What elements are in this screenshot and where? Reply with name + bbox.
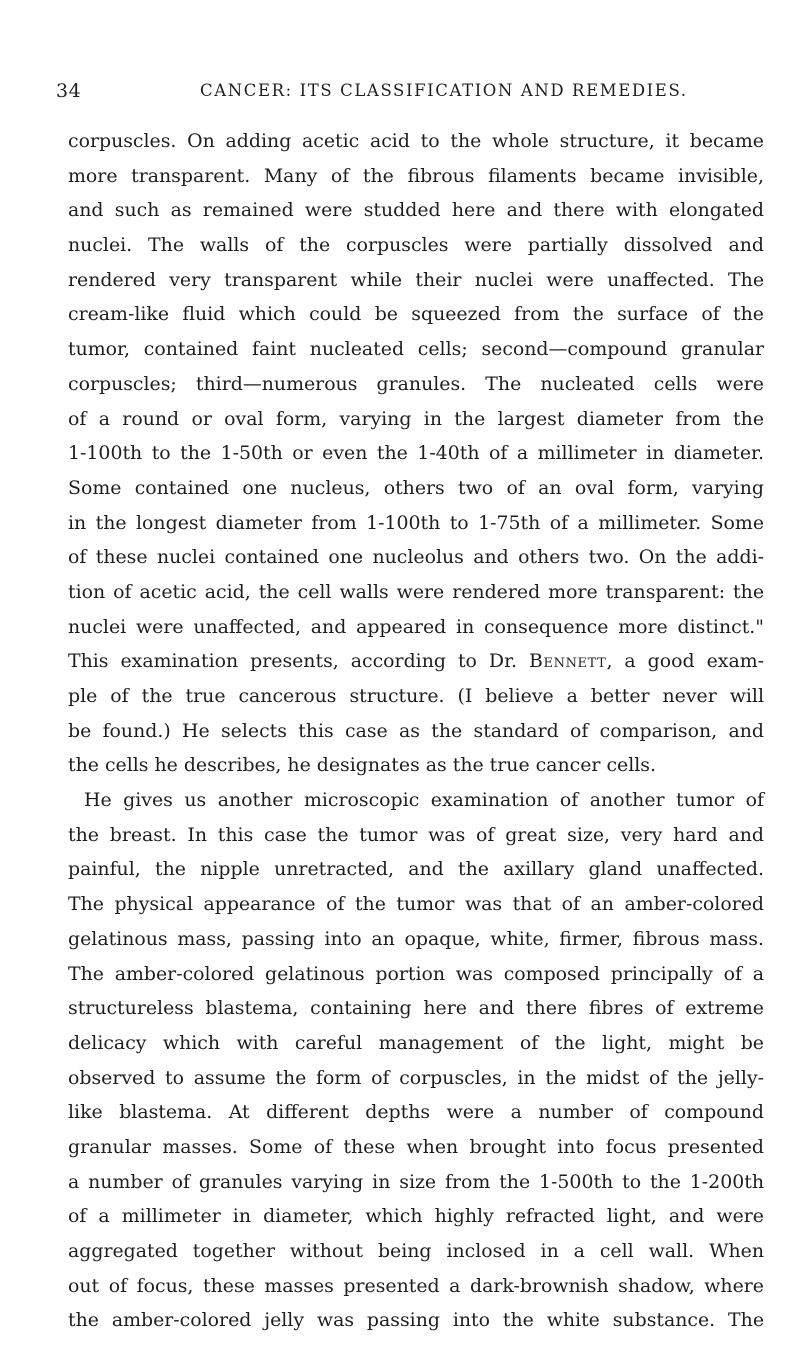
text-line: be found.) He selects this case as the standard of comparison, and <box>68 719 764 742</box>
text-line: tion of acetic acid, the cell walls were rendered more transparent: the <box>68 580 764 603</box>
text-line: of a millimeter in diameter, which highly refracted light, and were <box>68 1205 764 1228</box>
text-line: Some contained one nucleus, others two of an oval form, varying <box>68 476 764 499</box>
text-line: painful, the nipple unretracted, and the axillary gland unaffected. <box>68 858 764 881</box>
text-line: out of focus, these masses presented a dark-brownish shadow, where <box>68 1274 764 1297</box>
running-title: CANCER: ITS CLASSIFICATION AND REMEDIES. <box>200 81 688 100</box>
text-line: The physical appearance of the tumor was that of an amber-colored <box>68 893 764 916</box>
text-line: nuclei. The walls of the corpuscles were partially dissolved and <box>68 234 764 257</box>
text-line: corpuscles; third—numerous granules. The nucleated cells were <box>68 372 764 395</box>
body-text <box>68 124 764 1338</box>
text-line: ple of the true cancerous structure. (I believe a better never will <box>68 685 764 707</box>
text-line: in the longest diameter from 1-100th to 1-75th of a millimeter. Some <box>68 511 764 534</box>
text-line: and such as remained were studded here and there with elongated <box>68 199 764 222</box>
paragraph-end-line: the cells he describes, he designates as the true cancer cells. <box>68 754 656 777</box>
text-line: nuclei were unaffected, and appeared in consequence more distinct." <box>68 615 764 638</box>
text-line: like blastema. At different depths were a number of compound <box>68 1101 764 1124</box>
text-line: tumor, contained faint nucleated cells; second—compound granular <box>68 338 764 361</box>
text-line: gelatinous mass, passing into an opaque, white, firmer, fibrous mass. <box>68 927 764 950</box>
text-line: structureless blastema, containing here and there fibres of extreme <box>68 997 764 1020</box>
text-line: delicacy which with careful management of the light, might be <box>68 1031 764 1054</box>
text-line: of these nuclei contained one nucleolus and others two. On the addi- <box>68 546 764 569</box>
page-number: 34 <box>56 80 82 102</box>
text-line: more transparent. Many of the fibrous filaments became invisible, <box>68 164 764 187</box>
text-line: the amber-colored jelly was passing into the white substance. The <box>68 1309 764 1332</box>
text-line: rendered very transparent while their nuclei were unaffected. The <box>68 268 764 291</box>
paragraph-start-line: He gives us another microscopic examination of another tumor of <box>84 789 764 812</box>
text-line: granular masses. Some of these when brought into focus presented <box>68 1135 764 1158</box>
text-line: cream-like fluid which could be squeezed from the surface of the <box>68 303 764 326</box>
text-line: of a round or oval form, varying in the largest diameter from the <box>68 407 764 430</box>
text-line <box>68 644 764 679</box>
text-line: the breast. In this case the tumor was of great size, very hard and <box>68 823 764 846</box>
text-line: corpuscles. On adding acetic acid to the whole structure, it became <box>68 130 764 152</box>
text-segment: , a good exam- <box>606 650 765 673</box>
text-line: The amber-colored gelatinous portion was composed principally of a <box>68 962 764 985</box>
author-name: Bennett <box>529 650 607 673</box>
text-line: a number of granules varying in size from the 1-500th to the 1-200th <box>68 1170 764 1193</box>
text-line: observed to assume the form of corpuscles, in the midst of the jelly- <box>68 1066 764 1089</box>
text-line: aggregated together without being inclosed in a cell wall. When <box>68 1240 764 1262</box>
text-line: 1-100th to the 1-50th or even the 1-40th of a millimeter in diameter. <box>68 442 764 465</box>
running-head <box>56 80 756 104</box>
text-segment: This examination presents, according to Dr. <box>68 650 530 673</box>
